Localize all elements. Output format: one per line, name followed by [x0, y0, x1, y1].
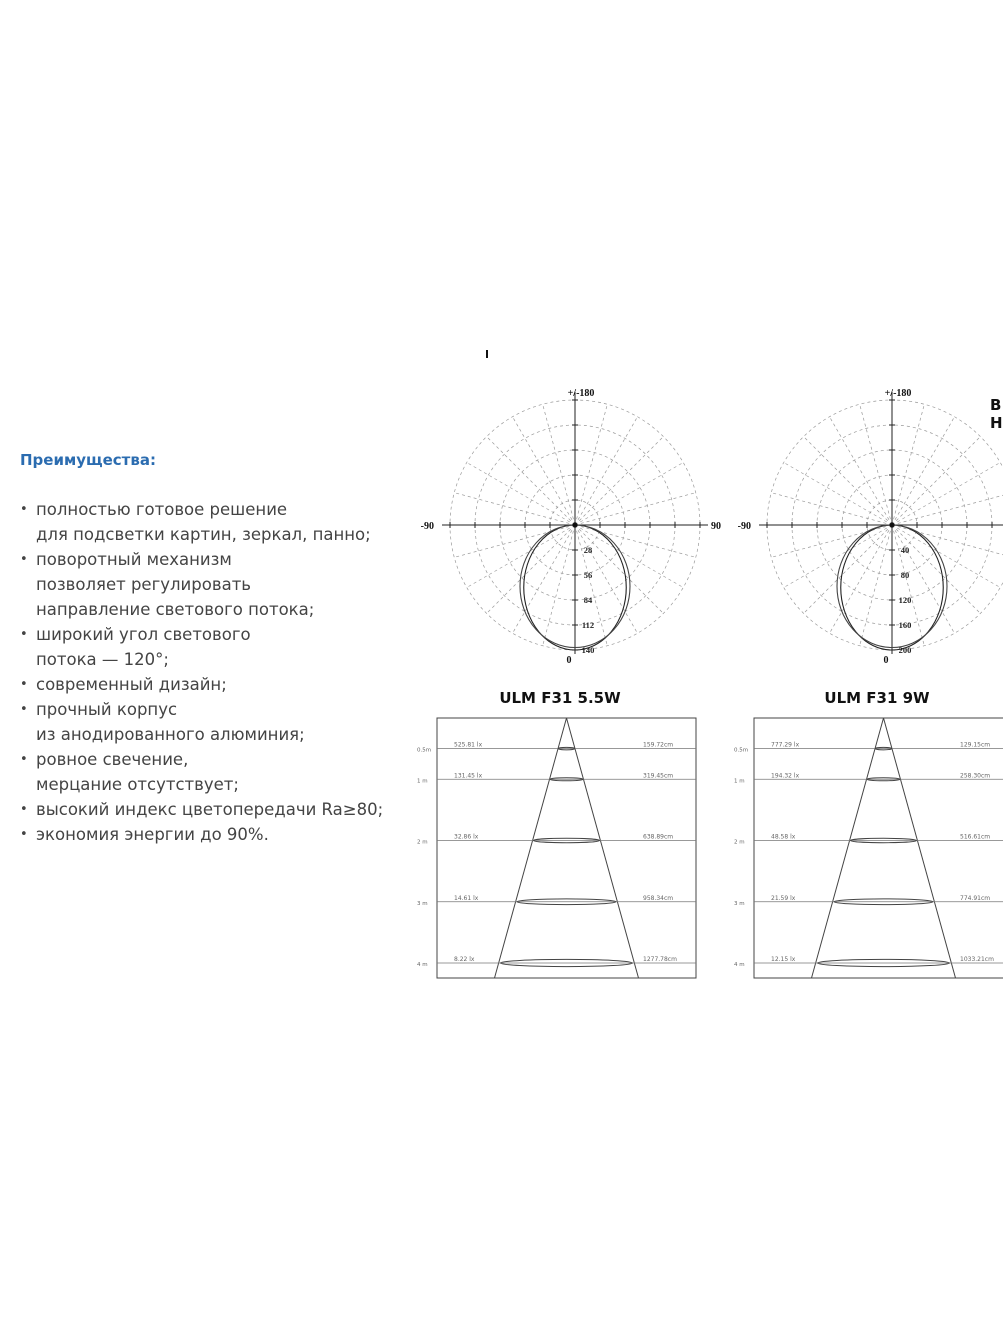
radial-tick-label: 160 — [898, 620, 912, 630]
illuminance-label: 21.59 lx — [771, 894, 796, 902]
model-label: ULM F31 5.5W — [499, 689, 621, 707]
radial-tick-label: 140 — [581, 645, 595, 655]
polar-spoke — [575, 404, 607, 525]
distance-label: 0.5m — [417, 747, 432, 754]
polar-spoke — [575, 493, 696, 525]
polar-spoke — [575, 463, 683, 526]
cone-edge — [884, 718, 956, 978]
polar-chart — [738, 388, 1003, 666]
diameter-label: 1277.78cm — [643, 956, 677, 963]
polar-spoke — [513, 525, 576, 633]
polar-spoke — [543, 525, 575, 646]
diameter-label: 1033.21cm — [960, 956, 994, 963]
advantage-line: • экономия энергии до 90%. — [36, 825, 269, 844]
angle-label: 0 — [883, 655, 889, 666]
advantage-line: • современный дизайн; — [36, 675, 227, 694]
angle-label: 0 — [566, 655, 572, 666]
cone-edge — [495, 718, 567, 978]
diameter-label: 159.72cm — [643, 741, 674, 749]
radial-tick-label: 80 — [900, 570, 910, 580]
polar-spoke — [830, 525, 893, 633]
edge-text-line: Н — [990, 414, 1003, 432]
polar-spoke — [892, 437, 980, 525]
polar-spoke — [892, 493, 1003, 525]
advantage-line: • прочный корпус — [36, 700, 178, 719]
advantage-line: • ровное свечение, — [36, 750, 189, 769]
distance-label: 0.5m — [734, 747, 749, 754]
illuminance-label: 8.22 lx — [454, 956, 475, 963]
advantage-line: • полностью готовое решение — [36, 500, 288, 519]
radial-tick-label: 84 — [583, 595, 593, 605]
polar-chart — [421, 388, 721, 666]
polar-spoke — [892, 417, 955, 525]
polar-spoke — [543, 404, 575, 525]
illuminance-cone-chart — [734, 718, 1003, 978]
radial-tick-label: 200 — [898, 645, 912, 655]
polar-spoke — [784, 463, 892, 526]
polar-spoke — [467, 463, 575, 526]
polar-spoke — [860, 525, 892, 646]
advantage-line: направление светового потока; — [36, 600, 315, 619]
cone-edge — [812, 718, 884, 978]
cone-edge — [567, 718, 639, 978]
illuminance-label: 525.81 lx — [454, 741, 483, 749]
cone-frame — [437, 718, 696, 978]
distance-label: 1 m — [417, 778, 428, 785]
diameter-label: 774.91cm — [960, 894, 991, 902]
polar-spoke — [892, 463, 1000, 526]
advantage-line: мерцание отсутствует; — [36, 775, 239, 794]
polar-spoke — [487, 525, 575, 613]
angle-label: +/-180 — [884, 388, 912, 399]
diameter-label: 958.34cm — [643, 894, 674, 902]
light-source-point — [573, 523, 578, 528]
distance-label: 2 m — [417, 839, 428, 846]
advantages-title: Преимущества: — [20, 451, 156, 469]
distance-label: 3 m — [734, 900, 745, 907]
radial-tick-label: 28 — [583, 545, 593, 555]
diameter-label: 319.45cm — [643, 772, 674, 780]
polar-spoke — [804, 437, 892, 525]
illuminance-label: 32.86 lx — [454, 833, 479, 841]
radial-tick-label: 56 — [583, 570, 593, 580]
advantage-line: • поворотный механизм — [36, 550, 232, 569]
illuminance-label: 12.15 lx — [771, 956, 796, 963]
polar-spoke — [575, 437, 663, 525]
light-source-point — [890, 523, 895, 528]
angle-label: -90 — [737, 521, 751, 532]
polar-spoke — [487, 437, 575, 525]
distance-label: 1 m — [734, 778, 745, 785]
illuminance-cone-chart — [417, 718, 696, 978]
radial-tick-label: 40 — [900, 545, 910, 555]
polar-spoke — [575, 417, 638, 525]
polar-spoke — [454, 525, 575, 557]
advantage-line: потока — 120°; — [36, 650, 169, 669]
advantage-line: для подсветки картин, зеркал, панно; — [36, 525, 371, 544]
diameter-label: 516.61cm — [960, 833, 991, 841]
distance-label: 2 m — [734, 839, 745, 846]
illuminance-label: 777.29 lx — [771, 741, 800, 749]
distance-label: 4 m — [417, 962, 428, 968]
cone-frame — [754, 718, 1003, 978]
illuminance-label: 131.45 lx — [454, 772, 483, 780]
polar-spoke — [830, 417, 893, 525]
polar-spoke — [771, 525, 892, 557]
polar-spoke — [804, 525, 892, 613]
model-label: ULM F31 9W — [824, 689, 930, 707]
advantage-line: • высокий индекс цветопередачи Ra≥80; — [36, 800, 384, 819]
illuminance-label: 48.58 lx — [771, 833, 796, 841]
angle-label: 90 — [711, 521, 721, 532]
angle-label: +/-180 — [567, 388, 595, 399]
radial-tick-label: 120 — [898, 595, 912, 605]
polar-spoke — [575, 525, 696, 557]
distance-label: 3 m — [417, 900, 428, 907]
illuminance-label: 194.32 lx — [771, 772, 800, 780]
polar-spoke — [513, 417, 576, 525]
advantage-line: • широкий угол светового — [36, 625, 251, 644]
distance-label: 4 m — [734, 962, 745, 968]
polar-spoke — [771, 493, 892, 525]
polar-spoke — [454, 493, 575, 525]
diameter-label: 258.30cm — [960, 772, 991, 780]
advantage-line: позволяет регулировать — [36, 575, 252, 594]
edge-text-line: В — [990, 396, 1002, 414]
diameter-label: 638.89cm — [643, 833, 674, 841]
diameter-label: 129.15cm — [960, 741, 991, 749]
advantage-line: из анодированного алюминия; — [36, 725, 305, 744]
polar-spoke — [860, 404, 892, 525]
angle-label: -90 — [420, 521, 434, 532]
radial-tick-label: 112 — [581, 620, 595, 630]
polar-spoke — [892, 404, 924, 525]
illuminance-label: 14.61 lx — [454, 894, 479, 902]
